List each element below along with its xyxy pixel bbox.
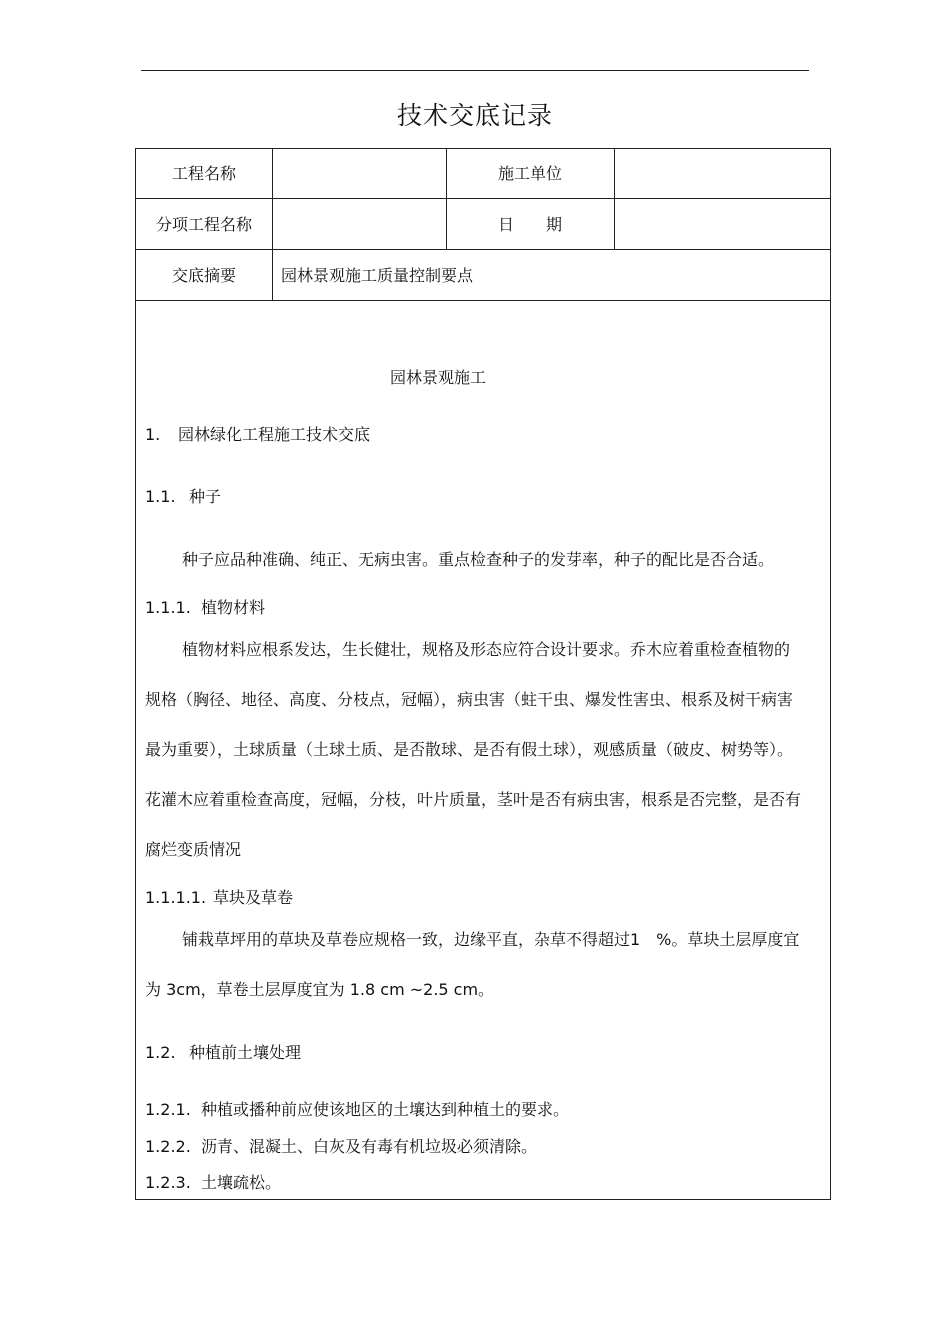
paragraph-plant-line: 花灌木应着重检查高度，冠幅，分枝，叶片质量，茎叶是否有病虫害，根系是否完整，是否有 (145, 790, 802, 809)
item-number: 1.2.3. (145, 1173, 191, 1192)
record-table (135, 148, 831, 1200)
heading-1 (145, 425, 370, 445)
item-number: 1.2.1. (145, 1100, 191, 1119)
heading-text: 植物材料 (201, 598, 266, 617)
heading-1-1 (145, 487, 221, 507)
item-1-2-2 (145, 1137, 537, 1157)
subitem-label: 分项工程名称 (155, 215, 252, 234)
section-title: 园林景观施工 (389, 368, 486, 387)
paragraph-turf-line: 铺栽草坪用的草块及草卷应规格一致，边缘平直，杂草不得超过1 %。草块土层厚度宜 (182, 930, 800, 949)
contractor-label: 施工单位 (497, 164, 562, 183)
row-divider (136, 300, 830, 301)
paragraph-plant-line: 腐烂变质情况 (145, 840, 242, 859)
document-title: 技术交底记录 (396, 101, 553, 130)
item-1-2-3 (145, 1173, 281, 1193)
heading-text: 园林绿化工程施工技术交底 (178, 425, 371, 444)
heading-number: 1.2. (145, 1043, 176, 1062)
paragraph-plant-line: 规格（胸径、地径、高度、分枝点，冠幅），病虫害（蛀干虫、爆发性害虫、根系及树干病害 (145, 690, 794, 709)
summary-value: 园林景观施工质量控制要点 (281, 266, 474, 285)
row-divider (136, 249, 830, 250)
date-label: 日 期 (497, 215, 562, 234)
summary-label: 交底摘要 (171, 266, 236, 285)
item-1-2-1 (145, 1100, 569, 1120)
row-divider (136, 198, 830, 199)
paragraph-plant-line: 最为重要），土球质量（土球土质、是否散球、是否有假土球），观感质量（破皮、树势等）。 (145, 740, 794, 759)
heading-text: 种子 (189, 487, 222, 506)
heading-text: 草块及草卷 (213, 888, 294, 907)
heading-number: 1.1. (145, 487, 176, 506)
heading-1-2 (145, 1043, 301, 1063)
heading-number: 1.1.1.1. (145, 888, 207, 907)
heading-text: 种植前土壤处理 (189, 1043, 302, 1062)
heading-number: 1. (145, 425, 161, 444)
top-rule (141, 70, 809, 71)
project-name-label: 工程名称 (171, 164, 236, 183)
heading-1-1-1 (145, 598, 265, 618)
column-divider (272, 149, 273, 300)
item-text: 沥青、混凝土、白灰及有毒有机垃圾必须清除。 (201, 1137, 538, 1156)
item-text: 土壤疏松。 (201, 1173, 282, 1192)
heading-1-1-1-1 (145, 888, 293, 908)
paragraph-seed: 种子应品种准确、纯正、无病虫害。重点检查种子的发芽率，种子的配比是否合适。 (182, 550, 775, 569)
paragraph-turf-line: 为 3cm，草卷土层厚度宜为 1.8 cm ~2.5 cm。 (145, 980, 495, 999)
heading-number: 1.1.1. (145, 598, 191, 617)
item-text: 种植或播种前应使该地区的土壤达到种植土的要求。 (201, 1100, 570, 1119)
column-divider (614, 149, 615, 249)
item-number: 1.2.2. (145, 1137, 191, 1156)
paragraph-plant-line: 植物材料应根系发达，生长健壮，规格及形态应符合设计要求。乔木应着重检查植物的 (182, 640, 791, 659)
